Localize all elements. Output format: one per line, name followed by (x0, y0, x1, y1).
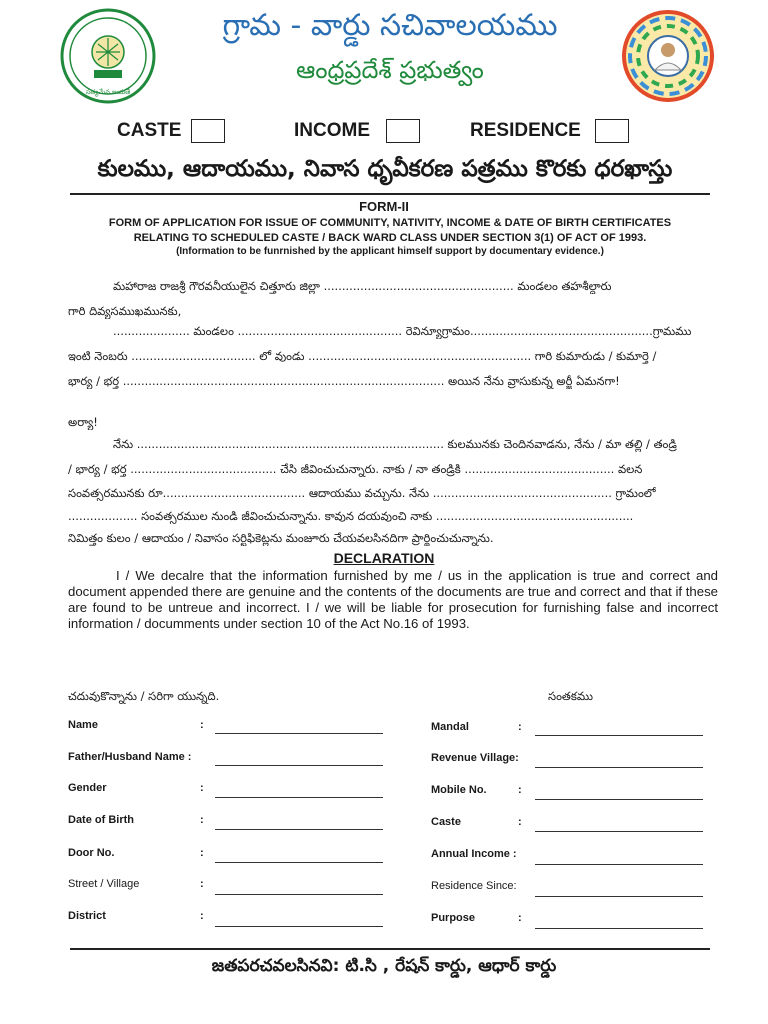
body-line-1: నేను .................................................................................... కులమునకు చెందినవాడను, నేను / మా తల్లి / తండ్రి (113, 437, 677, 451)
caste-field-label: Caste (431, 816, 461, 828)
date-of-birth-colon: : (200, 814, 204, 826)
name-colon: : (200, 719, 204, 731)
name-label: Name (68, 719, 98, 731)
page-title: గ్రామ - వార్డు సచివాలయము (222, 8, 558, 43)
residence-since-field[interactable] (535, 896, 703, 897)
declaration-title: DECLARATION (333, 550, 435, 566)
gender-field[interactable] (215, 797, 383, 798)
street-village-label: Street / Village (68, 878, 140, 890)
mobile-no-field[interactable] (535, 799, 703, 800)
emblem-motto: సత్యమేవ జయతే (85, 88, 131, 96)
address-line-2: గారి దివ్యసముఖమునకు, (68, 304, 182, 318)
signature-label: సంతకము (548, 689, 593, 703)
mobile-no-colon: : (518, 784, 522, 796)
body-line-3: సంవత్సరమునకు రూ....................................... ఆదాయము వచ్చును. నేను ................................................. గ్రామంలో (68, 486, 656, 500)
name-field[interactable] (215, 733, 383, 734)
father-husband-name-label: Father/Husband Name : (68, 751, 192, 763)
date-of-birth-label: Date of Birth (68, 814, 134, 826)
body-line-5: నిమిత్తం కులం / ఆదాయం / నివాసం సర్టిఫికెట్లను మంజూరు చేయవలసినదిగా ప్రార్థించుచున్నాను. (68, 531, 494, 545)
form-number: FORM-II (359, 199, 409, 214)
caste-field-colon: : (518, 816, 522, 828)
body-line-4: ................... సంవత్సరముల నుండి జీవించుచున్నాను. కావున దయవుంచి నాకు ...................................................... (68, 509, 634, 523)
mandal-colon: : (518, 721, 522, 733)
form-title-line-1: FORM OF APPLICATION FOR ISSUE OF COMMUNITY, NATIVITY, INCOME & DATE OF BIRTH CERTIFICATES (108, 217, 672, 229)
door-no-label: Door No. (68, 847, 115, 859)
district-label: District (68, 910, 106, 922)
address-line-1: మహారాజ రాజశ్రీ గౌరవనీయులైన చిత్తూరు జిల్లా .................................................... మండలం తహశీల్దారు (113, 279, 612, 293)
form-title-note: (Information to be funrnished by the applicant himself support by documentary evidence.) (176, 246, 604, 257)
revenue-village-field[interactable] (535, 767, 703, 768)
income-label: INCOME (294, 120, 370, 141)
ap-government-emblem (60, 8, 156, 104)
gender-label: Gender (68, 782, 107, 794)
page-subtitle: ఆంధ్రప్రదేశ్ ప్రభుత్వం (296, 56, 484, 84)
mandal-field[interactable] (535, 735, 703, 736)
door-no-colon: : (200, 847, 204, 859)
purpose-colon: : (518, 912, 522, 924)
caste-checkbox[interactable] (191, 119, 225, 143)
district-colon: : (200, 910, 204, 922)
application-heading: కులము, ఆదాయము, నివాస ధృవీకరణ పత్రము కొరకు ధరఖాస్తు (97, 156, 673, 182)
annual-income-label: Annual Income : (431, 848, 517, 860)
street-village-colon: : (200, 878, 204, 890)
navaratnalu-logo (622, 10, 714, 102)
father-husband-name-field[interactable] (215, 765, 383, 766)
form-title-line-2: RELATING TO SCHEDULED CASTE / BACK WARD CLASS UNDER SECTION 3(1) OF ACT OF 1993. (133, 232, 647, 244)
gender-colon: : (200, 782, 204, 794)
mobile-no-label: Mobile No. (431, 784, 487, 796)
address-line-4: ఇంటి నెంబరు .................................. లో వుండు ............................................................. గారి కుమారుడు / కుమార్తె / (68, 349, 657, 363)
attachments-note: జతపరచవలసినవి: టి.సి , రేషన్ కార్డు, ఆధార్ కార్డు (211, 956, 557, 976)
annual-income-field[interactable] (535, 864, 703, 865)
caste-field[interactable] (535, 831, 703, 832)
residence-checkbox[interactable] (595, 119, 629, 143)
date-of-birth-field[interactable] (215, 829, 383, 830)
read-agree-text: చదువుకొన్నాను / సరిగా యున్నది. (68, 689, 220, 703)
mandal-label: Mandal (431, 721, 469, 733)
street-village-field[interactable] (215, 894, 383, 895)
residence-label: RESIDENCE (470, 120, 581, 141)
district-field[interactable] (215, 926, 383, 927)
purpose-label: Purpose (431, 912, 476, 924)
caste-label: CASTE (117, 120, 182, 141)
door-no-field[interactable] (215, 862, 383, 863)
body-line-2: / భార్య / భర్త ........................................ చేసి జీవించుచున్నారు. నాకు / నా తండ్రికి ......................................... వలన (68, 462, 643, 476)
revenue-village-label: Revenue Village: (431, 752, 519, 764)
purpose-field[interactable] (535, 928, 703, 929)
address-line-5: భార్య / భర్త ........................................................................................ అయిన నేను వ్రాసుకున్న అర్జీ ఏమనగా! (68, 374, 620, 388)
bottom-divider (70, 948, 710, 950)
residence-since-label: Residence Since: (431, 880, 517, 892)
income-checkbox[interactable] (386, 119, 420, 143)
salutation: అర్యా! (68, 415, 98, 429)
address-line-3: ..................... మండలం ............................................. రెవిన్యూగ్రామం..................................................గ్రామము (113, 324, 692, 338)
divider (70, 193, 710, 195)
declaration-text: I / We decalre that the information furnished by me / us in the application is true and correct and document appended there are genuine and the contents of the documents are true and correct and that if these are found to be untreue and incorrect. I / we will be liable for prosecution for furnishing false and incorrect information / documments under section 10 of the Act No.16 of 1993. (68, 568, 718, 631)
